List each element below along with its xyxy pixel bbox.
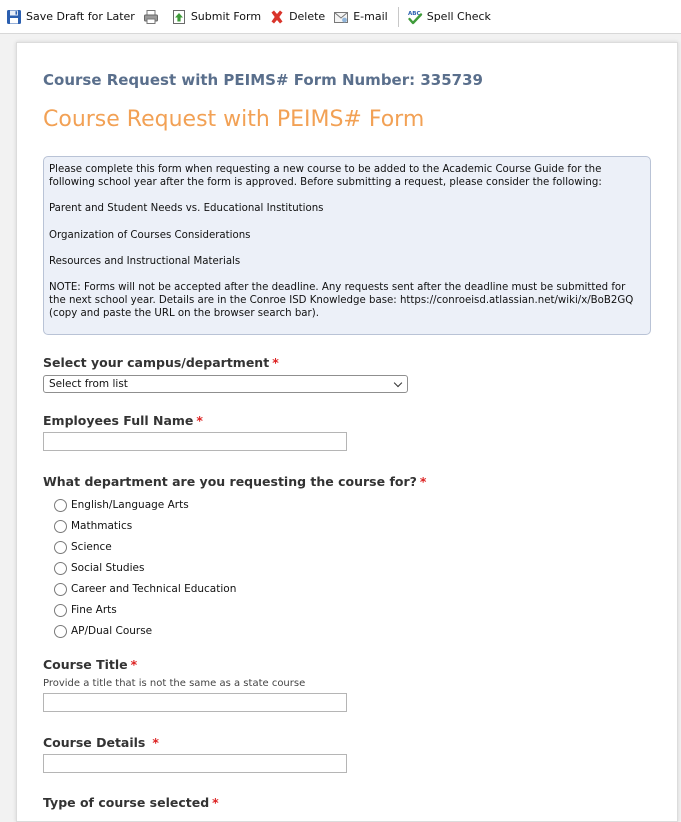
department-option-label: Fine Arts bbox=[71, 604, 117, 616]
delete-label: Delete bbox=[289, 10, 326, 23]
employee-name-label-text: Employees Full Name bbox=[43, 413, 194, 428]
form-sheet bbox=[16, 42, 678, 822]
submit-document-icon bbox=[171, 9, 187, 25]
department-label bbox=[43, 474, 426, 489]
department-option-label: AP/Dual Course bbox=[71, 625, 153, 637]
instructions-intro: Please complete this form when requesting a new course to be added to the Academic Course Guide for the following school year after the form is approved. Before submitting a request, please consider the following: bbox=[49, 164, 602, 189]
envelope-icon bbox=[333, 9, 349, 25]
instructions-point-3: Resources and Instructional Materials bbox=[49, 255, 241, 267]
department-option-label: English/Language Arts bbox=[71, 499, 189, 511]
radio-button[interactable] bbox=[54, 604, 67, 617]
spell-check-button[interactable] bbox=[407, 6, 491, 28]
instructions-point-2: Organization of Courses Considerations bbox=[49, 229, 251, 241]
required-asterisk: * bbox=[419, 474, 427, 489]
department-option-social-studies[interactable] bbox=[54, 560, 144, 576]
required-asterisk: * bbox=[130, 657, 138, 672]
instructions-panel bbox=[43, 156, 651, 335]
course-type-label bbox=[43, 795, 219, 810]
radio-button[interactable] bbox=[54, 583, 67, 596]
delete-x-icon bbox=[269, 9, 285, 25]
email-label: E-mail bbox=[353, 10, 388, 23]
spell-check-label: Spell Check bbox=[426, 10, 491, 23]
printer-icon bbox=[143, 9, 159, 25]
required-asterisk: * bbox=[152, 735, 159, 750]
form-number-heading: Course Request with PEIMS# Form Number: 335739 bbox=[43, 71, 483, 89]
email-button[interactable] bbox=[333, 6, 388, 28]
department-option-label: Science bbox=[71, 541, 112, 553]
course-details-input[interactable] bbox=[43, 754, 347, 773]
page-title: Course Request with PEIMS# Form bbox=[43, 107, 425, 132]
course-title-hint: Provide a title that is not the same as a state course bbox=[43, 678, 306, 689]
save-draft-label: Save Draft for Later bbox=[26, 10, 135, 23]
radio-button[interactable] bbox=[54, 562, 67, 575]
department-option-cte[interactable] bbox=[54, 581, 236, 597]
required-asterisk: * bbox=[272, 355, 279, 370]
instructions-point-1: Parent and Student Needs vs. Educational Institutions bbox=[49, 203, 324, 215]
course-type-label-text: Type of course selected bbox=[43, 795, 210, 810]
campus-select[interactable] bbox=[43, 375, 408, 393]
radio-button[interactable] bbox=[54, 625, 67, 638]
course-title-label bbox=[43, 657, 137, 672]
form-toolbar bbox=[0, 0, 681, 34]
department-label-text: What department are you requesting the course for? bbox=[43, 474, 417, 489]
course-title-input[interactable] bbox=[43, 693, 347, 712]
course-details-label-text: Course Details bbox=[43, 735, 146, 750]
chevron-down-icon bbox=[394, 379, 402, 387]
campus-select-value: Select from list bbox=[49, 378, 128, 390]
toolbar-divider bbox=[398, 7, 399, 27]
department-option-science[interactable] bbox=[54, 539, 112, 555]
department-option-math[interactable] bbox=[54, 518, 132, 534]
course-title-label-text: Course Title bbox=[43, 657, 128, 672]
submit-form-button[interactable] bbox=[171, 6, 261, 28]
department-option-fine-arts[interactable] bbox=[54, 602, 117, 618]
employee-name-input[interactable] bbox=[43, 432, 347, 451]
spell-check-icon-text: ABC bbox=[407, 10, 421, 17]
print-button[interactable] bbox=[143, 6, 163, 28]
radio-button[interactable] bbox=[54, 541, 67, 554]
instructions-note: NOTE: Forms will not be accepted after the deadline. Any requests sent after the deadline must be submitted for the next school year. Details are in the Conroe ISD Knowledge base: https://conroeisd.atlassian.net/wiki/x/BoB2GQ (copy and paste the URL on the browser search bar). bbox=[49, 282, 634, 320]
department-option-label: Social Studies bbox=[71, 562, 145, 574]
employee-name-label bbox=[43, 413, 203, 428]
radio-button[interactable] bbox=[54, 520, 67, 533]
submit-form-label: Submit Form bbox=[190, 10, 262, 23]
delete-button[interactable] bbox=[269, 6, 325, 28]
department-option-ela[interactable] bbox=[54, 497, 189, 513]
spell-check-icon bbox=[407, 9, 423, 25]
campus-label-text: Select your campus/department bbox=[43, 355, 270, 370]
radio-button[interactable] bbox=[54, 499, 67, 512]
campus-label bbox=[43, 355, 279, 370]
required-asterisk: * bbox=[212, 795, 219, 810]
floppy-disk-icon bbox=[6, 9, 22, 25]
department-option-ap-dual[interactable] bbox=[54, 623, 152, 639]
course-details-label bbox=[43, 735, 159, 750]
save-draft-button[interactable] bbox=[6, 6, 135, 28]
department-option-label: Career and Technical Education bbox=[71, 583, 237, 595]
required-asterisk: * bbox=[196, 413, 203, 428]
department-option-label: Mathmatics bbox=[71, 520, 133, 532]
